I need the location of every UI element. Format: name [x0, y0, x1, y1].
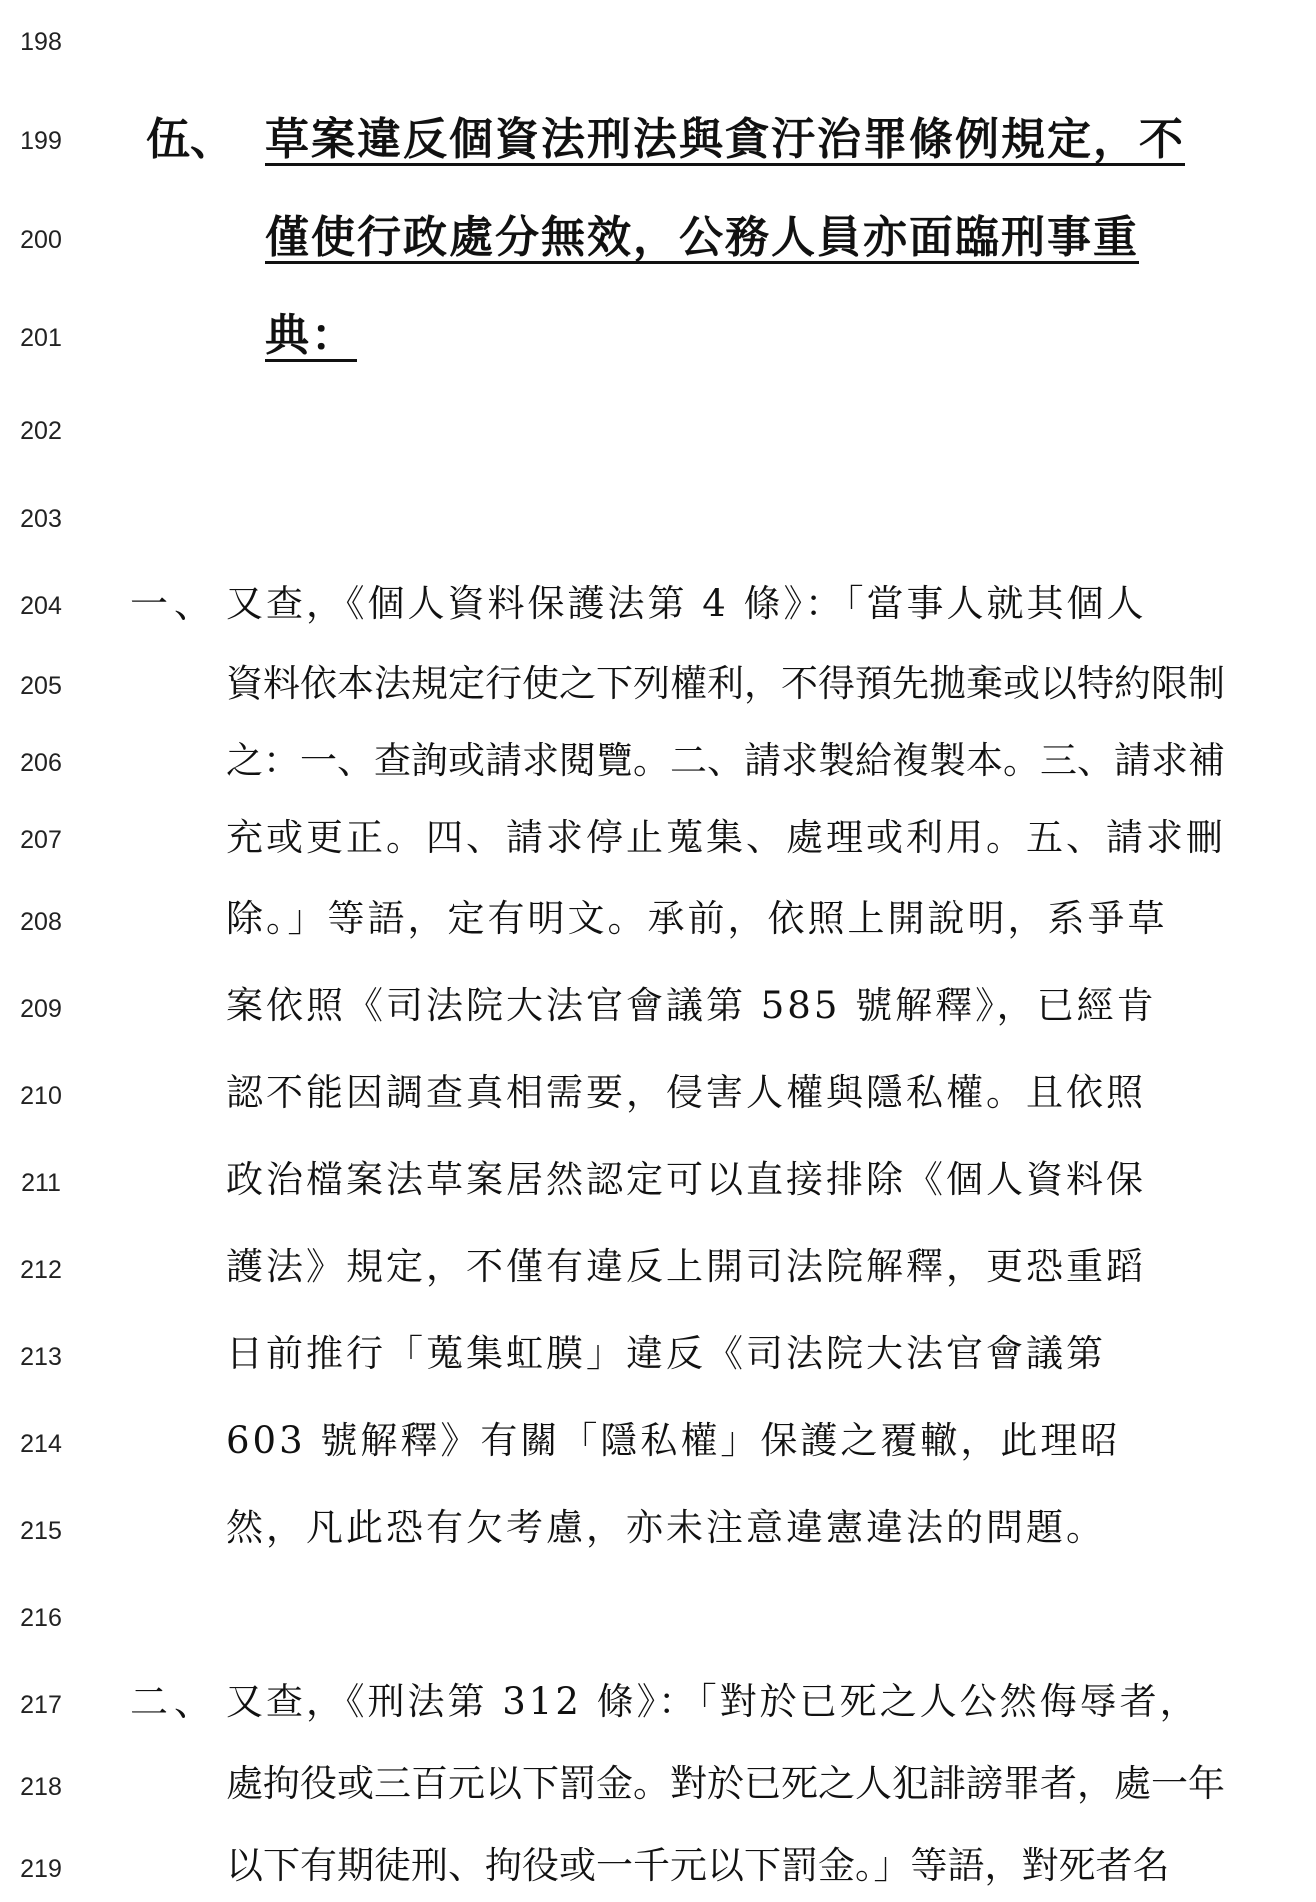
- line-number: 203: [20, 505, 62, 533]
- item-marker: 一、: [130, 582, 219, 626]
- line-number: 209: [20, 995, 62, 1023]
- line-number: 213: [20, 1343, 62, 1371]
- section-marker: 伍、: [146, 114, 234, 165]
- paragraph-line: 又查，《個人資料保護法第 4 條》：「當事人就其個人: [226, 582, 1147, 625]
- line-number: 211: [21, 1169, 61, 1197]
- line-number: 206: [20, 749, 62, 777]
- line-number: 205: [20, 672, 62, 700]
- line-number: 214: [20, 1430, 62, 1458]
- line-number: 207: [20, 826, 62, 854]
- section-title-line: 草案違反個資法刑法與貪汙治罪條例規定，不: [265, 114, 1185, 165]
- paragraph-line: 護法》規定，不僅有違反上開司法院解釋，更恐重蹈: [226, 1245, 1146, 1288]
- paragraph-line: 資料依本法規定行使之下列權利，不得預先拋棄或以特約限制: [226, 662, 1225, 705]
- line-number: 202: [20, 417, 62, 445]
- line-number: 208: [20, 908, 62, 936]
- line-number: 198: [20, 28, 62, 56]
- line-number: 201: [20, 324, 62, 352]
- paragraph-line: 案依照《司法院大法官會議第 585 號解釋》，已經肯: [226, 984, 1157, 1027]
- section-title-line: 典：: [265, 310, 357, 361]
- paragraph-line: 政治檔案法草案居然認定可以直接排除《個人資料保: [226, 1158, 1146, 1201]
- line-number: 215: [20, 1517, 62, 1545]
- paragraph-line: 以下有期徒刑、拘役或一千元以下罰金。」等語，對死者名: [226, 1844, 1170, 1887]
- paragraph-line: 又查，《刑法第 312 條》：「對於已死之人公然侮辱者，: [226, 1680, 1200, 1723]
- paragraph-line: 603 號解釋》有關「隱私權」保護之覆轍，此理昭: [226, 1419, 1121, 1462]
- line-number: 204: [20, 592, 62, 620]
- paragraph-line: 認不能因調查真相需要，侵害人權與隱私權。且依照: [226, 1071, 1146, 1114]
- item-marker: 二、: [130, 1680, 219, 1724]
- paragraph-line: 除。」等語，定有明文。承前，依照上開說明，系爭草: [226, 897, 1168, 940]
- paragraph-line: 處拘役或三百元以下罰金。對於已死之人犯誹謗罪者，處一年: [226, 1762, 1225, 1805]
- paragraph-line: 然，凡此恐有欠考慮，亦未注意違憲違法的問題。: [226, 1506, 1106, 1549]
- line-number: 210: [20, 1082, 62, 1110]
- paragraph-line: 日前推行「蒐集虹膜」違反《司法院大法官會議第: [226, 1332, 1106, 1375]
- paragraph-line: 之：一、查詢或請求閱覽。二、請求製給複製本。三、請求補: [226, 739, 1225, 782]
- line-number: 199: [20, 127, 62, 155]
- paragraph-line: 充或更正。四、請求停止蒐集、處理或利用。五、請求刪: [226, 816, 1226, 859]
- section-title-line: 僅使行政處分無效，公務人員亦面臨刑事重: [265, 212, 1139, 263]
- line-number: 219: [20, 1855, 62, 1883]
- line-number: 217: [20, 1691, 62, 1719]
- line-number: 216: [20, 1604, 62, 1632]
- line-number: 218: [20, 1773, 62, 1801]
- line-number: 200: [20, 226, 62, 254]
- line-number: 212: [20, 1256, 62, 1284]
